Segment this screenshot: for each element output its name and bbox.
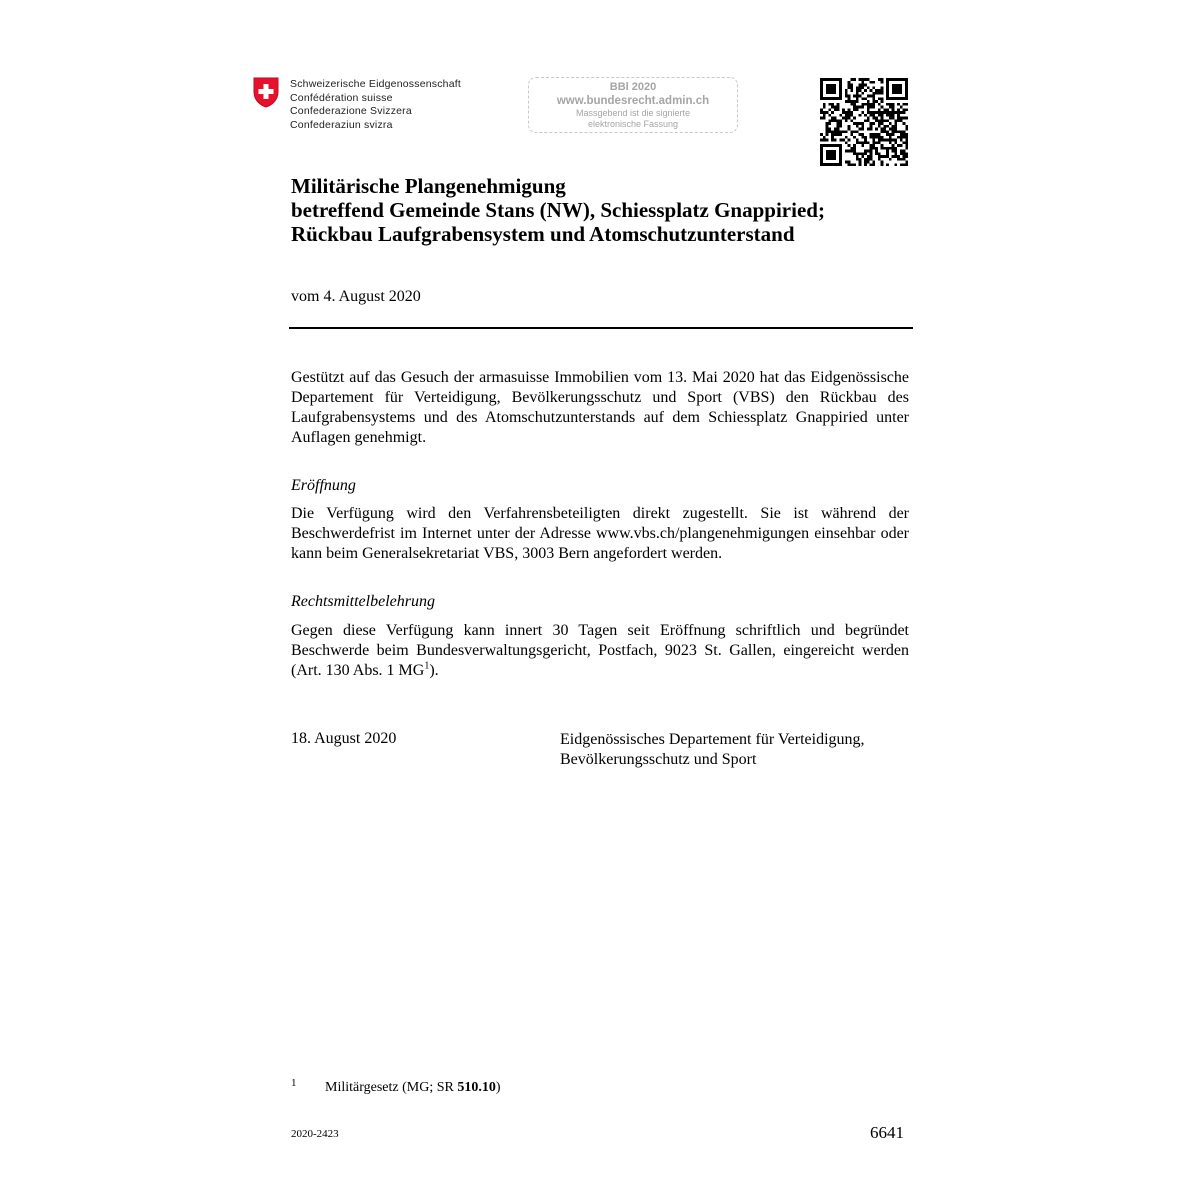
title-line-3: Rückbau Laufgrabensystem und Atomschutzunterstand: [291, 222, 795, 246]
title-line-1: Militärische Plangenehmigung: [291, 174, 566, 198]
bbl-stamp: [528, 77, 738, 133]
heading-rechtsmittel: Rechtsmittelbelehrung: [291, 593, 435, 610]
department-line-2: Bevölkerungsschutz und Sport: [560, 751, 757, 768]
body-paragraph-eroeffnung: Die Verfügung wird den Verfahrensbeteiligten direkt zugestellt. Sie ist während der Beschwerdefrist im Internet unter der Adresse www.vbs.ch/plangenehmigungen einsehbar oder kann beim Generalsekretariat VBS, 3003 Bern angefordert werden.: [291, 505, 909, 562]
title-divider: [289, 327, 913, 329]
stamp-line-1: BBl 2020: [609, 81, 657, 93]
footnote-number: 1: [291, 1077, 297, 1089]
footnote-text: [325, 1080, 501, 1096]
org-line-rm: Confederaziun svizra: [290, 118, 393, 131]
document-title: [291, 174, 931, 246]
document-code: 2020-2423: [291, 1128, 339, 1140]
footnote-sr-number: 510.10: [457, 1080, 496, 1095]
org-line-it: Confederazione Svizzera: [290, 105, 412, 117]
qr-code-icon: [820, 78, 908, 166]
swiss-cross-icon: [252, 76, 280, 108]
rechtsmittel-text-end: ).: [429, 662, 439, 679]
page-number: 6641: [870, 1123, 904, 1142]
body-paragraph-rechtsmittel: [291, 621, 909, 681]
heading-eroeffnung: Eröffnung: [291, 477, 356, 494]
footnote-reference[interactable]: 1: [424, 660, 430, 672]
stamp-line-3: Massgebend ist die signierte: [575, 108, 691, 118]
body-paragraph-approval: Gestützt auf das Gesuch der armasuisse Immobilien vom 13. Mai 2020 hat das Eidgenössische Departement für Verteidigung, Bevölkerungsschutz und Sport (VBS) den Rückbau des Laufgrabensystems und des Atomschutzunterstands auf dem Schiessplatz Gnappiried unter Auflagen genehmigt.: [291, 369, 909, 446]
signature-department: [560, 730, 865, 770]
org-line-fr: Confédération suisse: [290, 91, 393, 104]
title-line-2: betreffend Gemeinde Stans (NW), Schiessplatz Gnappiried;: [291, 198, 825, 222]
footnote-text-suffix: ): [495, 1080, 501, 1095]
federal-administration-wordmark: [290, 78, 461, 132]
org-line-de: Schweizerische Eidgenossenschaft: [290, 78, 461, 90]
rechtsmittel-text: Gegen diese Verfügung kann innert 30 Tagen seit Eröffnung schriftlich und begründet Beschwerde beim Bundesverwaltungsgericht, Postfach, 9023 St. Gallen, eingereicht werden (Art. 130 Abs. 1 MG: [291, 622, 909, 679]
department-line-1: Eidgenössisches Departement für Verteidigung,: [560, 731, 865, 748]
stamp-line-4: elektronische Fassung: [587, 119, 679, 129]
document-date: vom 4. August 2020: [291, 288, 421, 305]
signature-date: 18. August 2020: [291, 730, 397, 747]
stamp-line-2: www.bundesrecht.admin.ch: [556, 95, 710, 107]
footnote-text-prefix: Militärgesetz (MG; SR: [325, 1080, 458, 1095]
